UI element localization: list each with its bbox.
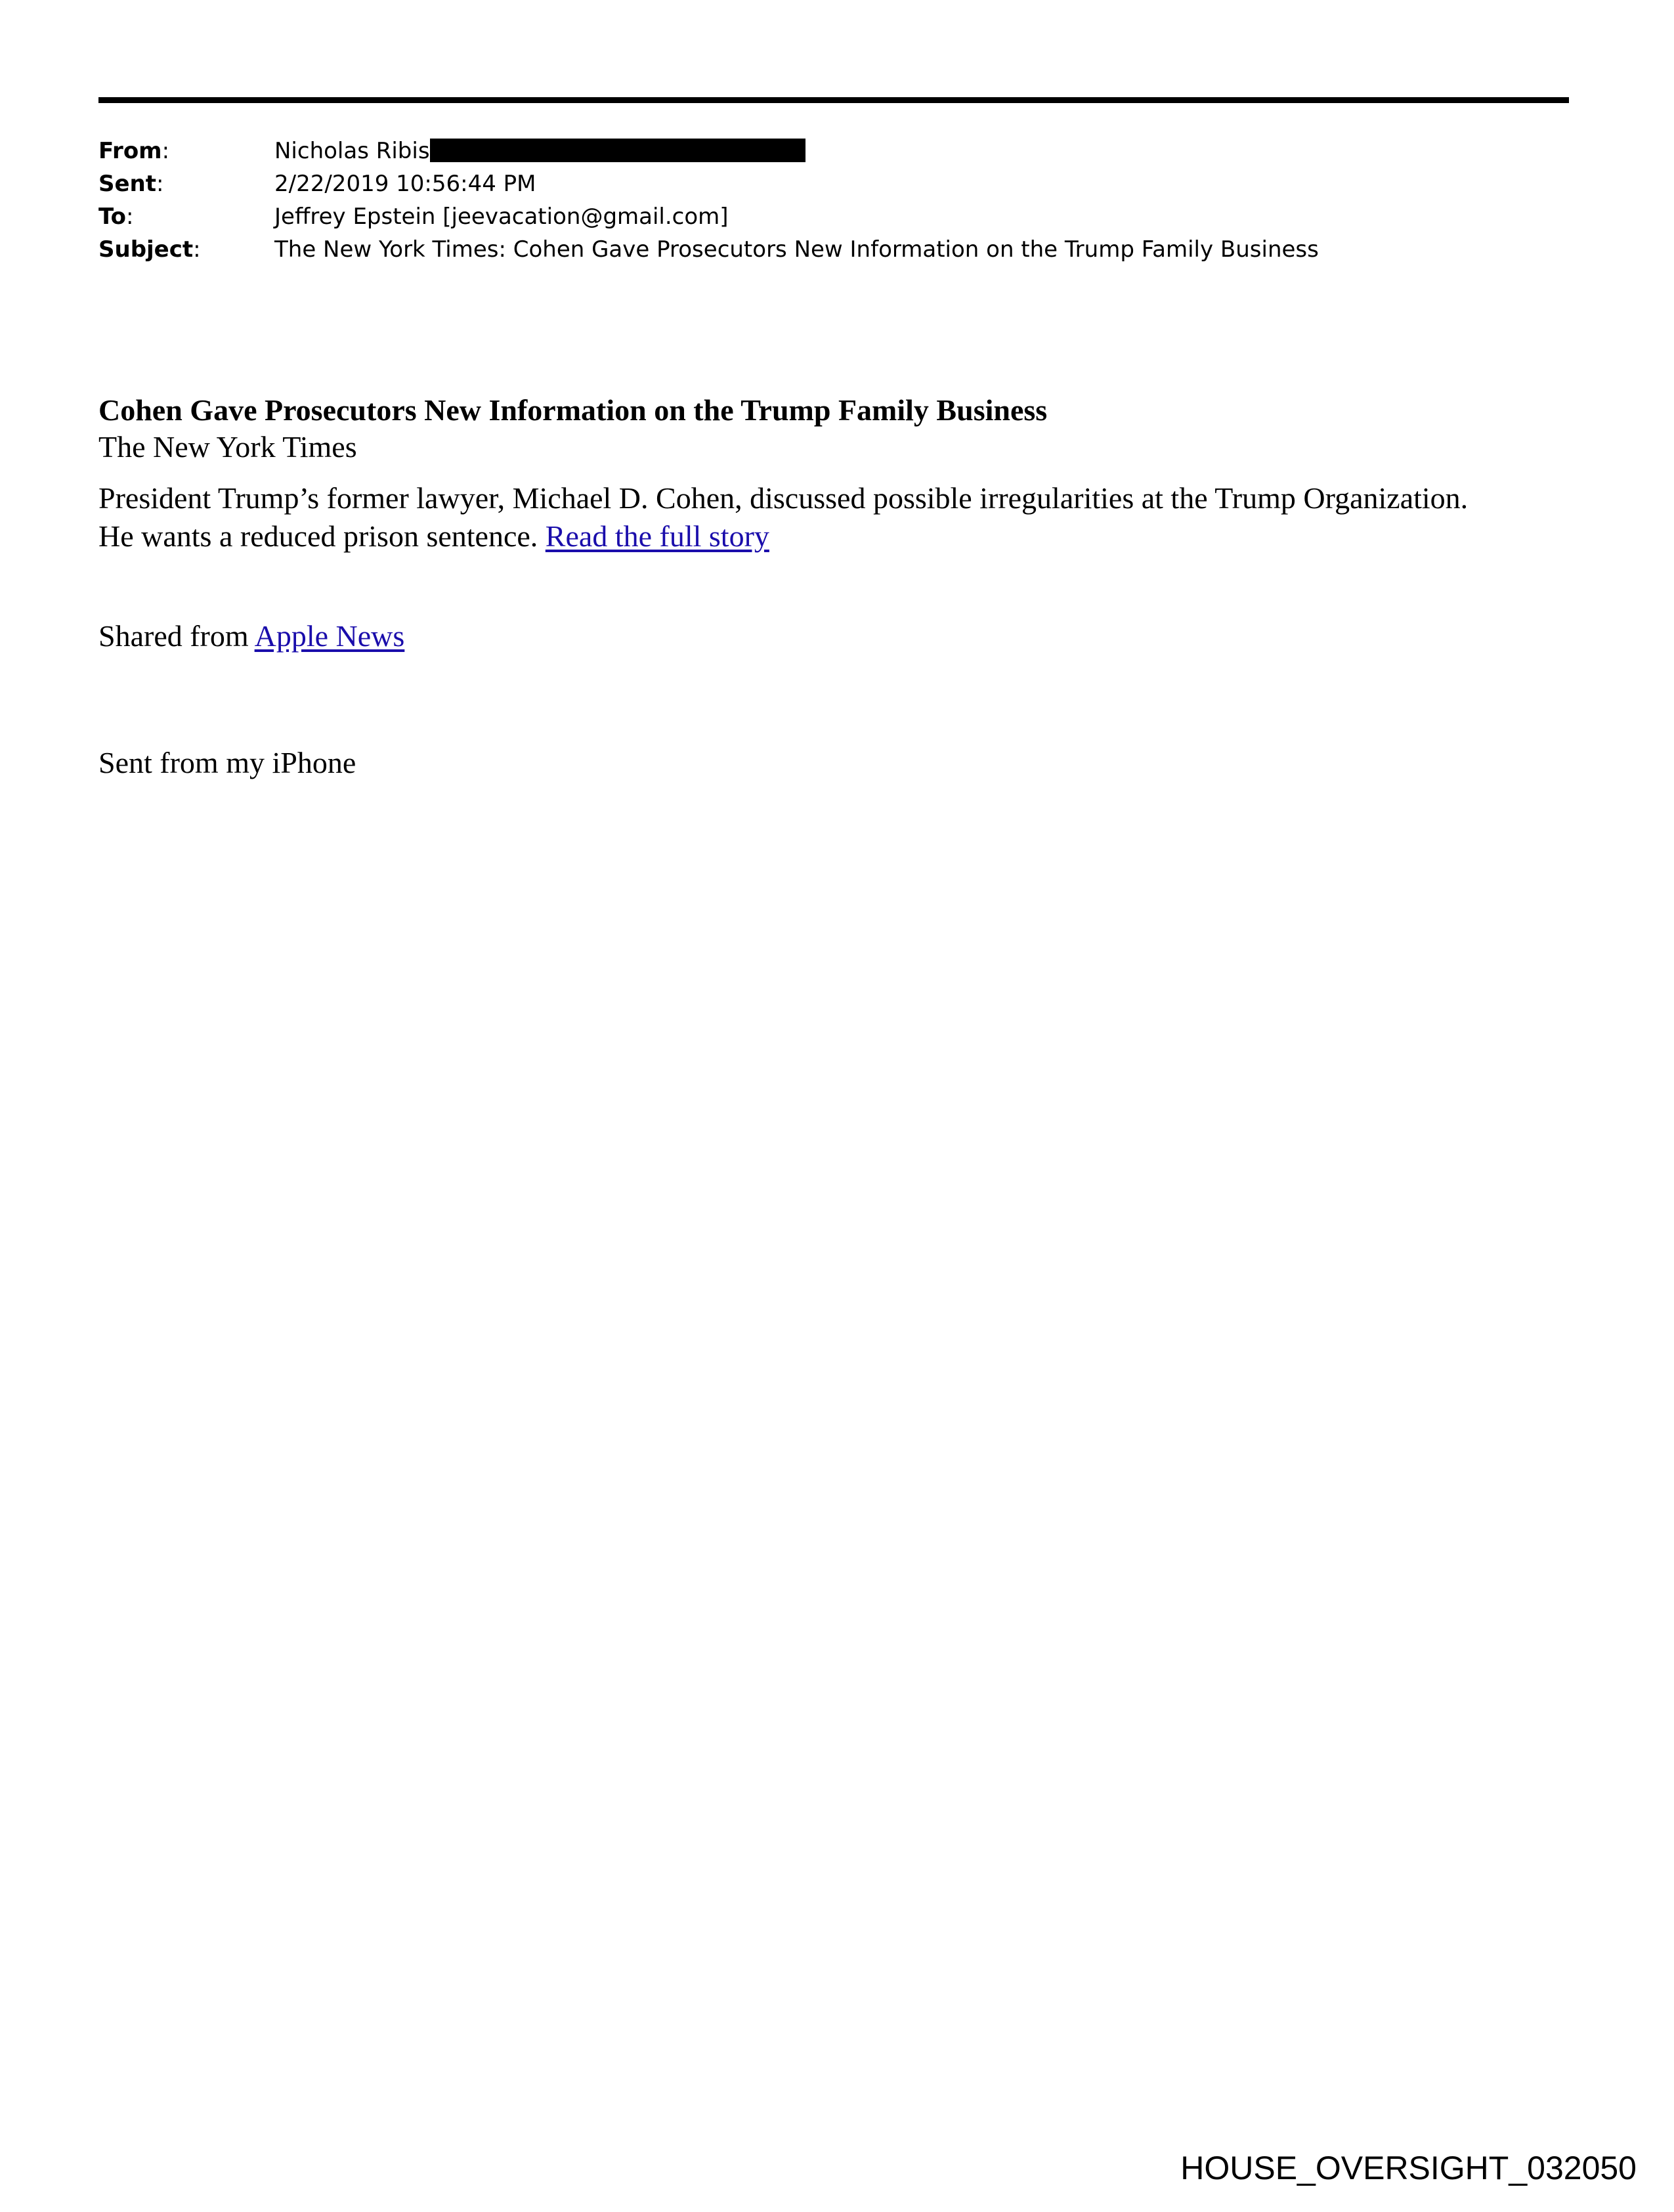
sent-label: Sent [98,171,157,197]
to-row [98,200,1319,233]
read-full-story-link[interactable]: Read the full story [545,519,769,553]
to-label: To [98,204,127,230]
redaction-block [430,139,805,162]
email-header [98,135,1319,266]
apple-news-link[interactable]: Apple News [254,619,405,653]
article-title: Cohen Gave Prosecutors New Information on the Trump Family Business [98,393,1048,427]
subject-row [98,233,1319,266]
from-label: From [98,138,162,164]
from-row [98,135,1319,167]
sent-row [98,167,1319,200]
email-signature: Sent from my iPhone [98,746,356,779]
article-summary [98,479,1477,555]
to-colon: : [126,204,134,230]
shared-from-text: Shared from [98,619,249,653]
sent-value: 2/22/2019 10:56:44 PM [274,171,536,197]
shared-from-line [98,617,404,655]
header-divider [98,97,1569,103]
article-summary-text: President Trump’s former lawyer, Michael D. Cohen, discussed possible irregularities at the Trump Organization. He wants a reduced prison sentence. [98,481,1469,553]
from-value: Nicholas Ribis [274,138,430,164]
subject-value: The New York Times: Cohen Gave Prosecutors New Information on the Trump Family Business [274,236,1319,263]
article-source: The New York Times [98,430,357,464]
to-value: Jeffrey Epstein [jeevacation@gmail.com] [274,204,729,230]
bates-number: HOUSE_OVERSIGHT_032050 [1180,2150,1637,2186]
subject-colon: : [193,236,201,263]
subject-label: Subject [98,236,194,263]
sent-colon: : [156,171,164,197]
from-colon: : [161,138,170,164]
